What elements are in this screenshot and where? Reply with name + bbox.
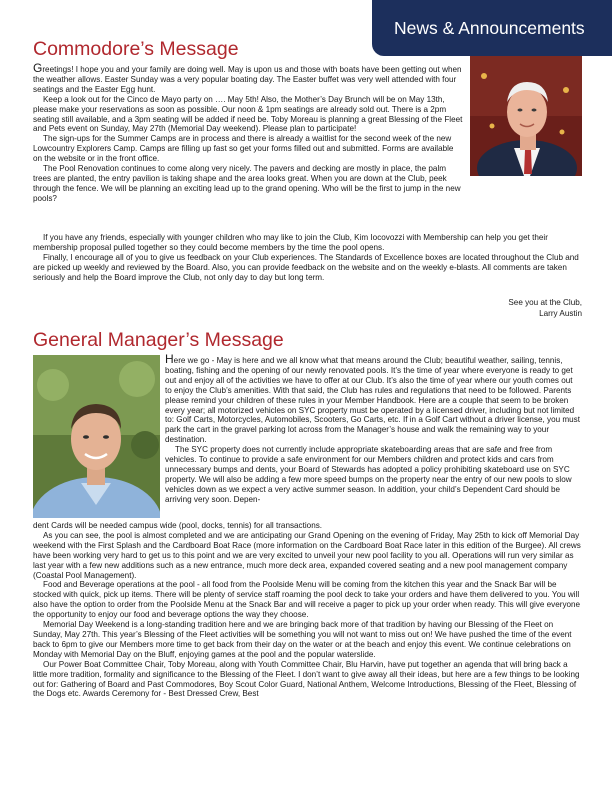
manager-paragraph-2-continued: dent Cards will be needed campus wide (pool, docks, tennis) for all transactions. — [33, 521, 323, 530]
commodore-paragraph-4: The Pool Renovation continues to come along very nicely. The pavers and decking are mostly in place, the palm trees are planted, the entry pavilion is taking shape and the area looks great. When you are down at the Club, peek through the fence. We will be planning an exciting lead up to the grand opening. Who will be the first to jump in the new pools? — [33, 164, 461, 203]
manager-paragraph-5: Memorial Day Weekend is a long-standing tradition here and we are bringing back more of that tradition by having our Blessing of the Fleet on Sunday, May 27th. This year’s Blessing of the Fleet activities will be something you will not want to miss out on! We have pushed the time of the event back to 6pm to give our Members more time to get back from their day on the water or at the beach and enjoy this event. We continue celebrations on Monday with Memorial Day on the Bluff, enjoying games at the pool and the popular waterslide. — [33, 620, 572, 659]
commodore-signature-block — [508, 297, 582, 319]
manager-paragraph-3: As you can see, the pool is almost completed and we are anticipating our Grand Opening on the evening of Friday, May 25th to kick off Memorial Day weekend with the First Splash and the Cardboard Boat Race (more information on the Cardboard Boat Race later in this edition of the Burgee). All crews have been working very hard to get us to this point and we are very excited to unveil your new pool facility to you all. Operations will run very similar as last year with a few new additions such as a new entrance, much more deck area, expanded covered seating and a new pool management company (Coastal Pool Management). — [33, 530, 581, 580]
commodore-body-top — [33, 61, 463, 204]
manager-heading: General Manager’s Message — [33, 329, 284, 351]
commodore-paragraph-5: If you have any friends, especially with younger children who may like to join the Club, Kim Iocovozzi with Membership can help you get their membership proposal pulled together so they could become members by the time the pool opens. — [33, 233, 548, 252]
commodore-dropcap: G — [33, 61, 43, 75]
manager-photo — [33, 355, 160, 518]
commodore-photo — [470, 56, 582, 176]
manager-paragraph-4: Food and Beverage operations at the pool - all food from the Poolside Menu will be coming from the kitchen this year and the Snack Bar will be stocked with quick, pick up items. There will be plenty of service staff roaming the pool deck to take your orders and have them delivered to you. You will also have the option to order from the Poolside Menu at the Snack Bar and will receive a pager to pick up your order when ready. This will give everyone the opportunity to enjoy our food and beverage options the way they choose. — [33, 580, 581, 620]
manager-paragraph-2: The SYC property does not currently include appropriate skateboarding areas that are safe and free from vehicles. To continue to provide a safe environment for our Members children and protect kids and cars from unnecessary bumps and dents, your Board of Stewards has adopted a policy prohibiting skateboard use on SYC property. We will also be adding a few more speed bumps on the property near the entry of our new pools to slow vehicles down as we expect a very active summer season. In addition, your child’s Dependent Card should be arriving very soon. Depen- — [165, 445, 572, 504]
commodore-heading: Commodore’s Message — [33, 38, 239, 60]
section-banner — [372, 0, 612, 56]
commodore-signature: Larry Austin — [539, 309, 582, 318]
commodore-signoff: See you at the Club, — [508, 298, 582, 307]
commodore-body-bottom — [33, 233, 581, 283]
commodore-paragraph-2: Keep a look out for the Cinco de Mayo party on …. May 5th! Also, the Mother’s Day Brunch will be on May 13th, please make your reservations as soon as possible. Our noon & 1pm seatings are already sold out. There is a 2pm seating still available, and a 3pm seating will be added if need be. Toby Moreau is planning a great Blessing of the Fleet and Pets event on Sunday, May 27th (Memorial Day weekend). Please plan to participate! — [33, 94, 463, 134]
commodore-paragraph-1: Greetings! I hope you and your family are doing well. May is upon us and those with boats have been getting out when the weather allows. Easter Sunday was a very popular boating day. The Easter buffet was very well attended with four seatings and the Easter Egg hunt. — [33, 61, 462, 94]
commodore-paragraph-3: The sign-ups for the Summer Camps are in process and there is already a waitlist for the second week of the new Lowcountry Explorers Camp. Camps are filling up fast so get your forms filled out and submitted. Forms are available on the website or in the front office. — [33, 134, 454, 164]
manager-body-full — [33, 521, 581, 699]
commodore-paragraph-6: Finally, I encourage all of you to give us feedback on your Club experiences. The Standards of Excellence boxes are located throughout the Club and are picked up weekly and reviewed by the Board. Also, you can provide feedback on the website and on the weekly e-blasts. All comments are taken seriously and help the Board improve the Club, not only day to day but long term. — [33, 252, 579, 282]
manager-paragraph-6: Our Power Boat Committee Chair, Toby Moreau, along with Youth Committee Chair, Blu Harvin, have put together an agenda that will bring back a little more tradition, formality and significance to the Blessing of the Fleet. I don’t want to give away all their ideas, but here are a few things to be looking out for: Gathering of Board and Past Commodores, Boy Scout Color Guard, National Anthem, Welcome Introductions, Blessing of the Fleet, Blessing of the Dogs etc. Awards Ceremony for - Best Dressed Crew, Best — [33, 659, 580, 699]
manager-body-right — [165, 352, 581, 505]
manager-dropcap: H — [165, 352, 174, 366]
banner-title: News & Announcements — [394, 18, 585, 38]
manager-paragraph-1: Here we go - May is here and we all know what that means around the Club; beautiful weather, sailing, tennis, boating, fishing and the opening of our newly renovated pools. It’s the time of year where everyone is ready to get out and enjoy all of the activities we have to offer at our Club. It’s also the time of year where our youth comes out to enjoy the Club’s amenities. With that said, the Club has rules and regulations that need to be followed. Parents please remind your children of these rules in your Member Handbook. Here are a couple that seem to be broken every year; all motorized vehicles on SYC property must be operated by a licensed driver, including but not limited to: Golf Carts, Motorcycles, Automobiles, Scooters, Go Carts, etc. If in a Golf Cart without a driver license, you must park the cart in the gravel parking lot across from the Manager’s house and walk the remaining way to your destination. — [165, 352, 580, 445]
